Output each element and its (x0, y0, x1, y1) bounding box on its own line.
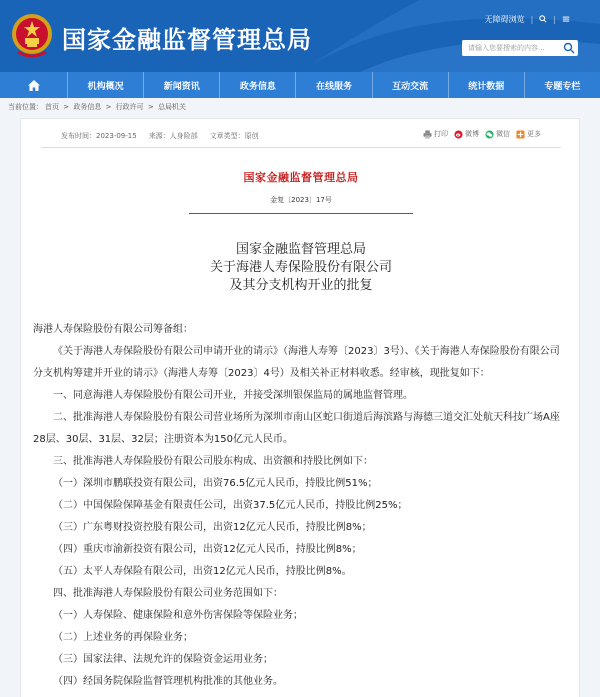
body-paragraph: 二、批准海港人寿保险股份有限公司营业场所为深圳市南山区蛇口街道后海滨路与海德三道交汇处航天科技广场A座28层、30层、31层、32层；注册资本为150亿元人民币。 (33, 412, 560, 445)
title-line-2: 关于海港人寿保险股份有限公司 (209, 260, 392, 275)
breadcrumb-item-home[interactable]: 首页 (45, 103, 59, 111)
article-panel (20, 118, 580, 697)
salutation: 海港人寿保险股份有限公司筹备组： (33, 324, 193, 335)
shareholder-item: （四）重庆市渝新投资有限公司，出资12亿元人民币，持股比例8%； (53, 544, 362, 555)
breadcrumb-item-administrative-license[interactable]: 行政许可 (115, 103, 144, 111)
nav-item-interaction[interactable]: 互动交流 (373, 72, 449, 98)
shareholder-item: （三）广东粤财投资控股有限公司，出资12亿元人民币，持股比例8%； (53, 522, 372, 533)
more-share-button[interactable] (516, 129, 541, 139)
business-scope-item: （一）人寿保险、健康保险和意外伤害保险等保险业务； (53, 610, 303, 621)
share-bar (423, 129, 541, 139)
body-paragraph: 三、批准海港人寿保险股份有限公司股东构成、出资额和持股比例如下： (53, 456, 373, 467)
plus-icon (516, 130, 525, 139)
shareholder-item: （一）深圳市鹏联投资有限公司，出资76.5亿元人民币，持股比例51%； (53, 478, 378, 489)
print-label: 打印 (434, 130, 448, 138)
separator: | (553, 15, 556, 24)
national-emblem-icon (10, 12, 54, 58)
body-paragraph: 一、同意海港人寿保险股份有限公司开业，并接受深圳银保监局的属地监督管理。 (53, 390, 413, 401)
breadcrumb-item-headquarters[interactable]: 总局机关 (158, 103, 187, 111)
business-scope-item: （四）经国务院保险监督管理机构批准的其他业务。 (53, 676, 283, 687)
breadcrumb (8, 102, 188, 112)
breadcrumb-separator: > (63, 103, 70, 111)
nav-home[interactable] (0, 72, 68, 98)
weibo-icon (454, 130, 463, 139)
article-meta (61, 131, 259, 141)
weibo-label: 微博 (465, 130, 479, 138)
document-number: 金复〔2023〕17号 (270, 196, 332, 204)
search-input[interactable] (462, 40, 562, 56)
top-links (485, 14, 570, 25)
nav-item-special-topics[interactable]: 专题专栏 (544, 81, 581, 92)
breadcrumb-separator: > (105, 103, 112, 111)
document-issuer-header: 国家金融监督管理总局 (243, 171, 359, 184)
print-icon (423, 130, 432, 139)
separator: | (530, 15, 534, 24)
wechat-label: 微信 (496, 130, 510, 138)
main-nav (0, 72, 600, 98)
more-label: 更多 (527, 130, 541, 138)
meta-divider (41, 147, 561, 148)
body-paragraph: 四、批准海港人寿保险股份有限公司业务范围如下： (53, 588, 283, 599)
article-type: 文章类型：原创 (209, 132, 259, 140)
body-paragraph: 《关于海港人寿保险股份有限公司申请开业的请示》（海港人寿筹〔2023〕3号）、《关于海港人寿保险股份有限公司分支机构筹建并开业的请示》（海港人寿筹〔2023〕4号）及相关补正材料收悉。经审核，现批复如下： (33, 346, 560, 379)
breadcrumb-item-government-info[interactable]: 政务信息 (73, 103, 102, 111)
red-header-rule (189, 213, 413, 214)
menu-icon[interactable] (562, 15, 570, 25)
weibo-share-button[interactable] (454, 129, 479, 139)
title-line-3: 及其分支机构开业的批复 (229, 278, 373, 293)
business-scope-item: （二）上述业务的再保险业务； (53, 632, 193, 643)
nav-item-about[interactable]: 机构概况 (68, 72, 144, 98)
document-body (33, 319, 569, 693)
business-scope-item: （三）国家法律、法规允许的保险资金运用业务； (53, 654, 273, 665)
nav-item-online-service[interactable]: 在线服务 (296, 72, 372, 98)
site-title[interactable]: 国家金融监督管理总局 (62, 26, 312, 54)
site-header (0, 0, 600, 72)
wechat-icon (485, 130, 494, 139)
accessibility-link[interactable]: 无障碍浏览 (484, 15, 525, 24)
shareholder-item: （二）中国保险保障基金有限责任公司，出资37.5亿元人民币，持股比例25%； (53, 500, 408, 511)
nav-item-news[interactable]: 新闻资讯 (144, 72, 220, 98)
search-icon[interactable] (539, 15, 547, 25)
search-box (462, 40, 578, 56)
nav-item-statistics[interactable]: 统计数据 (449, 72, 525, 98)
print-button[interactable] (423, 129, 448, 139)
breadcrumb-label: 当前位置： (8, 103, 43, 111)
shareholder-item: （五）太平人寿保险有限公司，出资12亿元人民币，持股比例8%。 (53, 566, 352, 577)
breadcrumb-separator: > (147, 103, 154, 111)
title-line-1: 国家金融监督管理总局 (235, 242, 366, 257)
publish-date: 发布时间：2023-09-15 (61, 132, 137, 140)
search-button-icon[interactable] (563, 42, 575, 54)
document-title (21, 241, 581, 295)
home-icon (28, 80, 40, 91)
article-source: 来源：人身险部 (148, 132, 198, 140)
wechat-share-button[interactable] (485, 129, 510, 139)
nav-item-government-info[interactable]: 政务信息 (220, 72, 296, 98)
